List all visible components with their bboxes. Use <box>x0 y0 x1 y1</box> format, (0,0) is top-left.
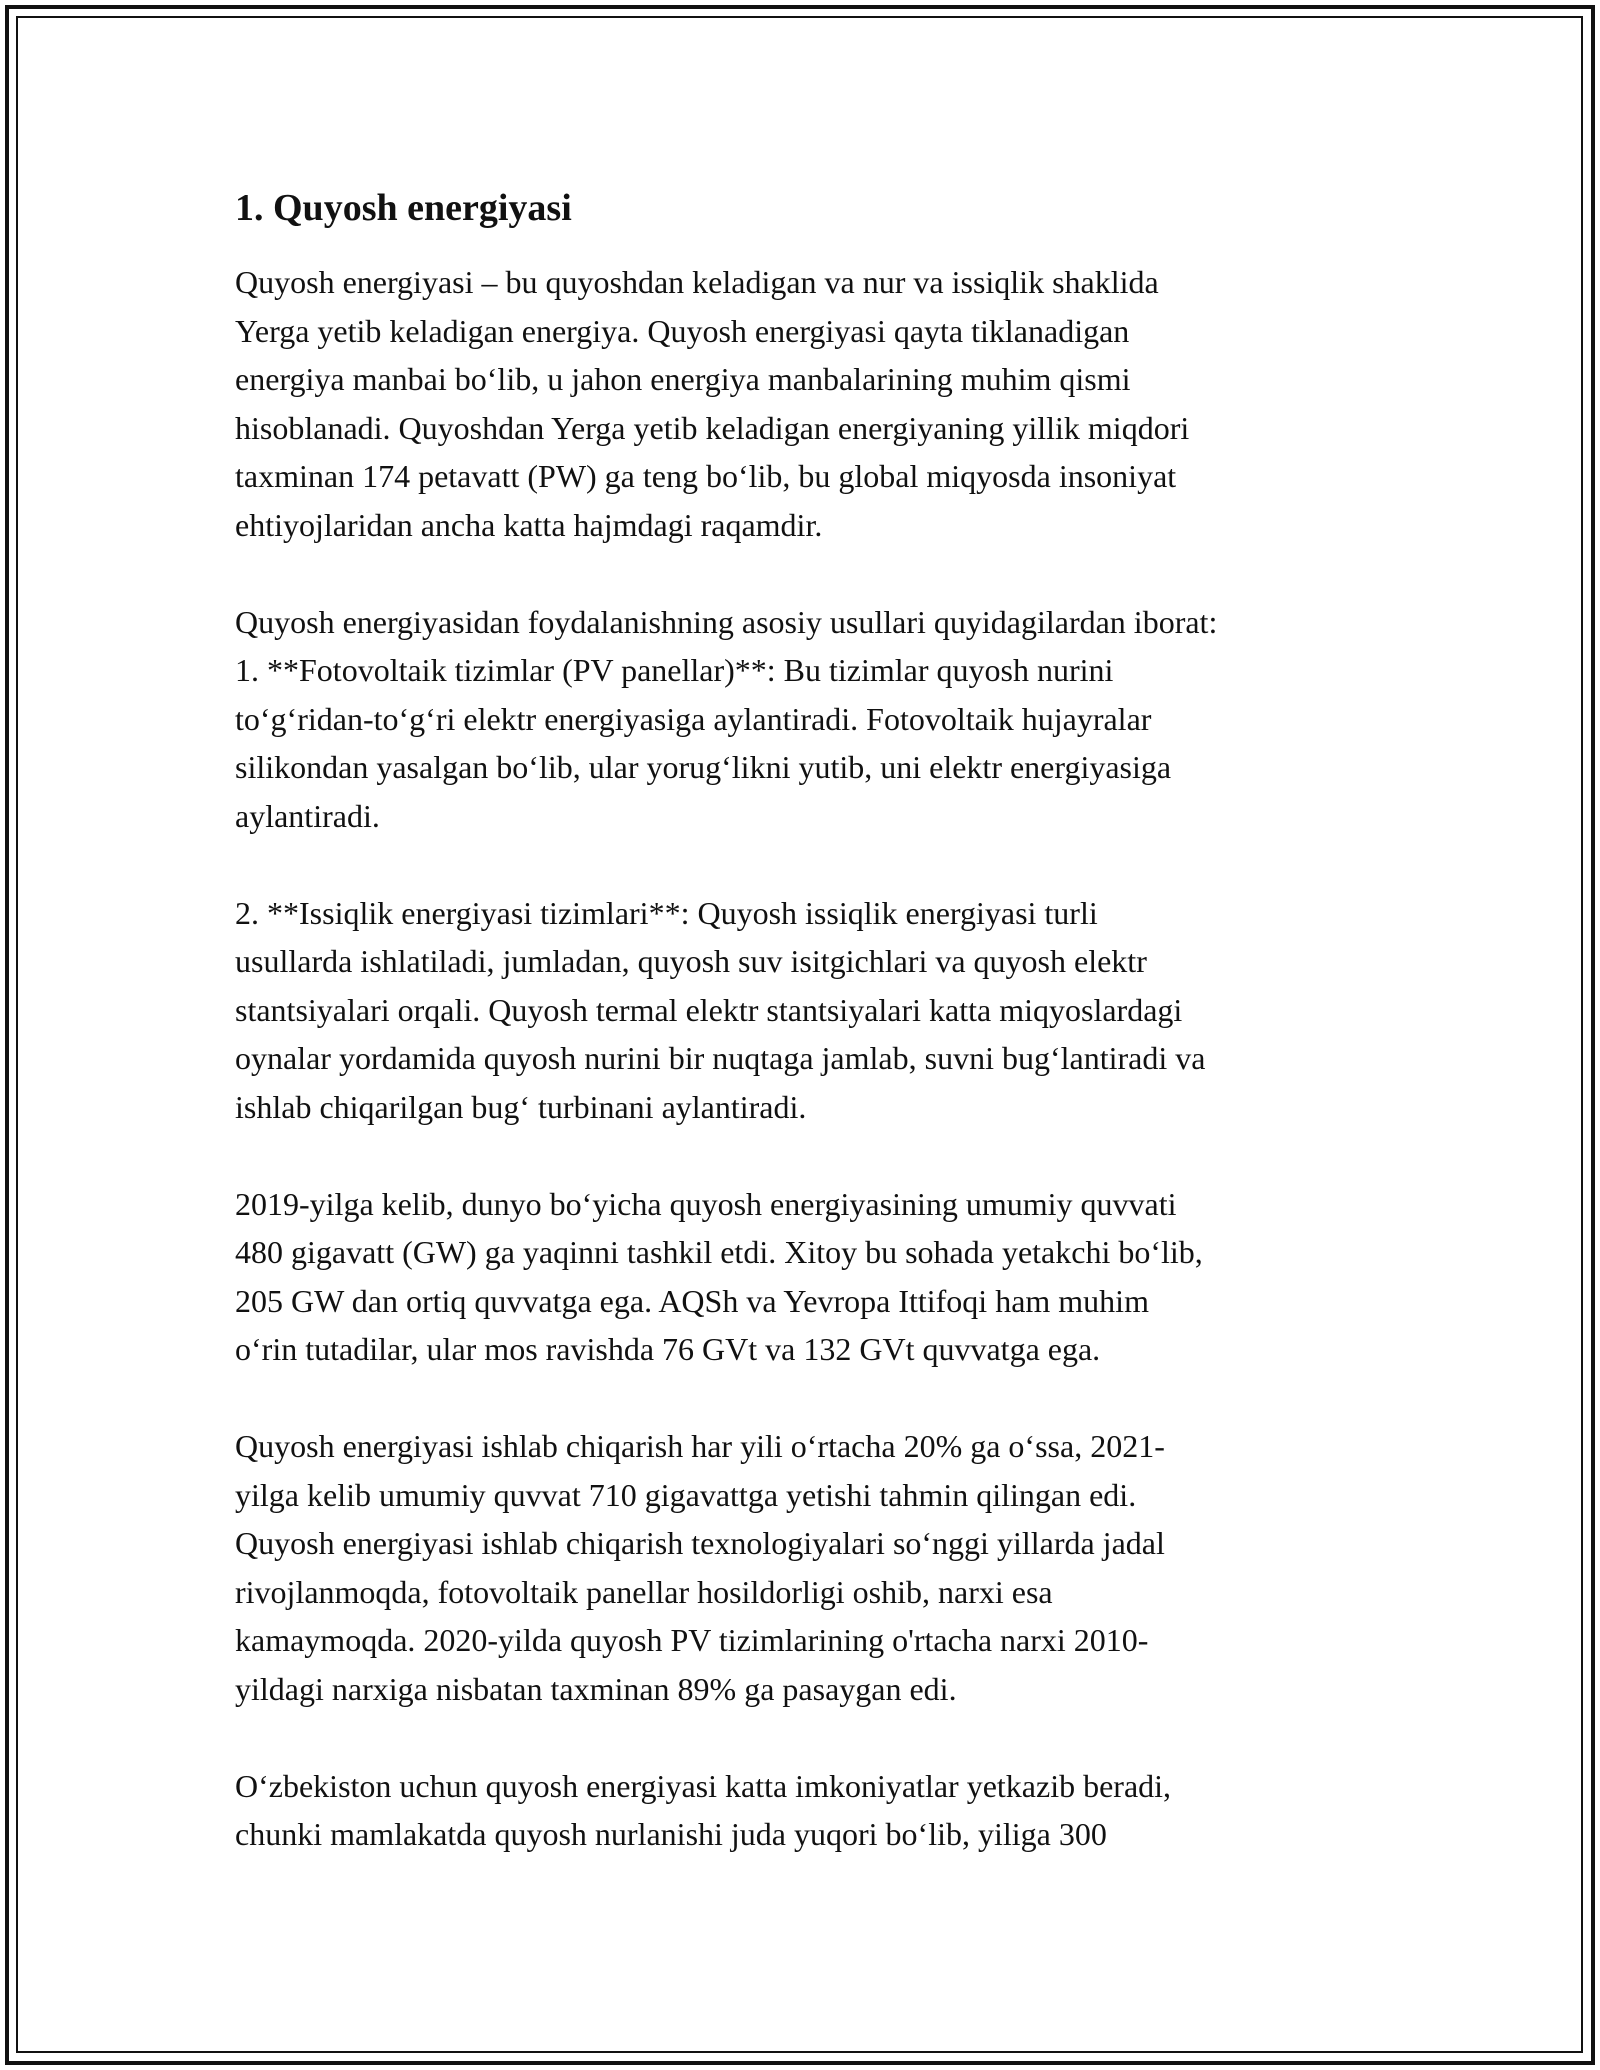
paragraph-methods-pv: Quyosh energiyasidan foydalanishning asosiy usullari quyidagilardan iborat: 1. **Fotovoltaik tizimlar (PV panellar)**: Bu tizimlar quyosh nurini to‘g‘ridan-to‘g‘ri elektr energiyasiga aylantiradi. Fotovoltaik hujayralar silikondan yasalgan bo‘lib, ular yorug‘likni yutib, uni elektr energiyasiga aylantiradi. <box>235 603 1218 834</box>
paragraph-capacity-2019: 2019-yilga kelib, dunyo bo‘yicha quyosh energiyasining umumiy quvvati 480 gigavatt (GW) ga yaqinni tashkil etdi. Xitoy bu sohada yetakchi bo‘lib, 205 GW dan ortiq quvvatga ega. AQSh va Yevropa Ittifoqi ham muhim o‘rin tutadilar, ular mos ravishda 76 GVt va 132 GVt quvvatga ega. <box>235 1185 1203 1367</box>
paragraph-growth: Quyosh energiyasi ishlab chiqarish har yili o‘rtacha 20% ga o‘ssa, 2021- yilga kelib umumiy quvvat 710 gigavattga yetishi tahmin qilingan edi. Quyosh energiyasi ishlab chiqarish texnologiyalari so‘nggi yillarda jadal rivojlanmoqda, fotovoltaik panellar hosildorligi oshib, narxi esa kamaymoqda. 2020-yilda quyosh PV tizimlarining o'rtacha narxi 2010- yildagi narxiga nisbatan taxminan 89% ga pasaygan edi. <box>235 1428 1165 1707</box>
paragraph-intro: Quyosh energiyasi – bu quyoshdan keladigan va nur va issiqlik shaklida Yerga yetib keladigan energiya. Quyosh energiyasi qayta tiklanadigan energiya manbai bo‘lib, u jahon energiya manbalarining muhim qismi hisoblanadi. Quyoshdan Yerga yetib keladigan energiyaning yillik miqdori taxminan 174 petavatt (PW) ga teng bo‘lib, bu global miqyosda insoniyat ehtiyojlaridan ancha katta hajmdagi raqamdir. <box>235 264 1190 543</box>
document-body <box>235 186 1375 1859</box>
paragraph-methods-thermal: 2. **Issiqlik energiyasi tizimlari**: Quyosh issiqlik energiyasi turli usullarda ishlatiladi, jumladan, quyosh suv isitgichlari va quyosh elektr stantsiyalari orqali. Quyosh termal elektr stantsiyalari katta miqyoslardagi oynalar yordamida quyosh nurini bir nuqtaga jamlab, suvni bug‘lantiradi va ishlab chiqarilgan bug‘ turbinani aylantiradi. <box>235 894 1206 1125</box>
section-heading: 1. Quyosh energiyasi <box>235 187 572 229</box>
paragraph-uzbekistan: O‘zbekiston uchun quyosh energiyasi katta imkoniyatlar yetkazib beradi, chunki mamlakatda quyosh nurlanishi juda yuqori bo‘lib, yiliga 300 <box>235 1767 1172 1852</box>
